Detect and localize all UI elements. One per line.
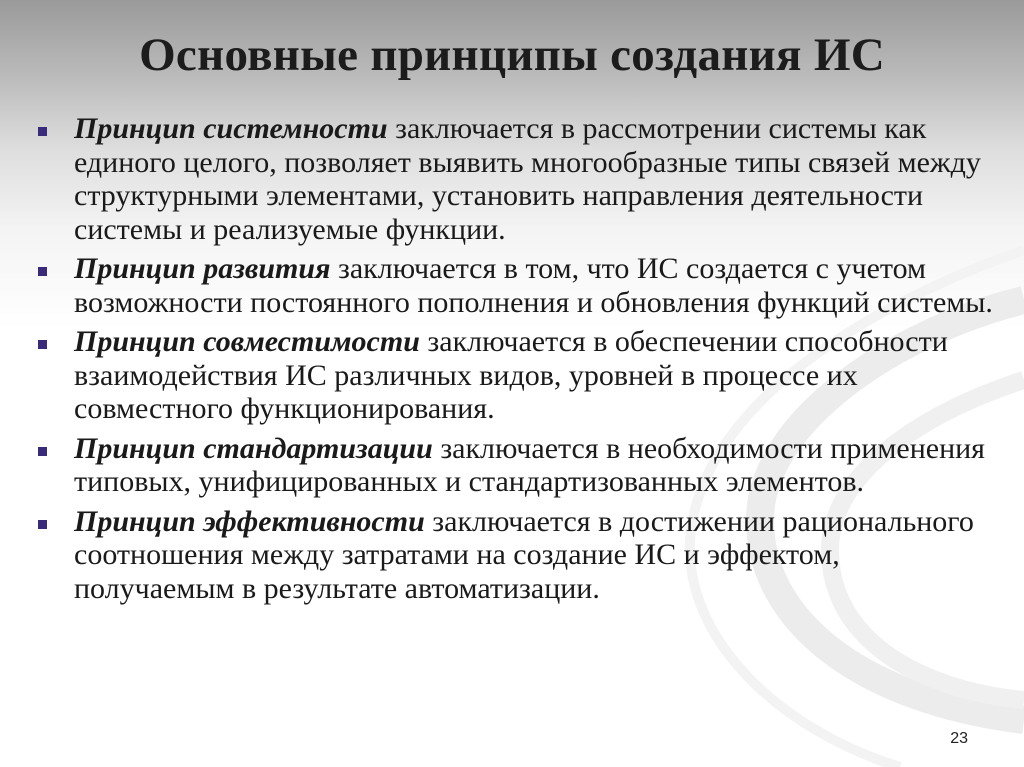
square-bullet-icon bbox=[38, 340, 47, 349]
square-bullet-icon bbox=[38, 520, 47, 529]
list-item bbox=[34, 252, 994, 319]
slide-title: Основные принципы создания ИС bbox=[139, 29, 885, 81]
list-item bbox=[34, 505, 994, 606]
list-item bbox=[34, 432, 994, 499]
principle-description: заключается в рассмотрении системы как единого целого, позволяет выявить многообразные типы связей между структурными элементами, установить направления деятельности системы и реализуемые функции. bbox=[74, 112, 981, 246]
principle-description: заключается в том, что ИС создается с учетом возможности постоянного пополнения и обновления функций системы. bbox=[74, 252, 993, 319]
list-item bbox=[34, 112, 994, 246]
principle-term: Принцип развития bbox=[74, 252, 331, 285]
principle-description: заключается в достижении рационального соотношения между затратами на создание ИС и эффектом, получаемым в результате автоматизации. bbox=[74, 504, 974, 605]
page-number: 23 bbox=[950, 730, 968, 747]
principle-term: Принцип стандартизации bbox=[74, 431, 433, 465]
principle-term: Принцип совместимости bbox=[74, 325, 420, 358]
square-bullet-icon bbox=[38, 267, 47, 276]
list-item bbox=[34, 325, 994, 426]
principle-description: заключается в обеспечении способности взаимодействия ИС различных видов, уровней в процессе их совместного функционирования. bbox=[74, 325, 948, 425]
square-bullet-icon bbox=[38, 127, 47, 136]
square-bullet-icon bbox=[38, 447, 47, 456]
principle-term: Принцип эффективности bbox=[74, 504, 425, 538]
principle-description: заключается в необходимости применения типовых, унифицированных и стандартизованных элементов. bbox=[74, 431, 985, 498]
principle-term: Принцип системности bbox=[74, 112, 388, 145]
bullet-list bbox=[34, 112, 994, 611]
